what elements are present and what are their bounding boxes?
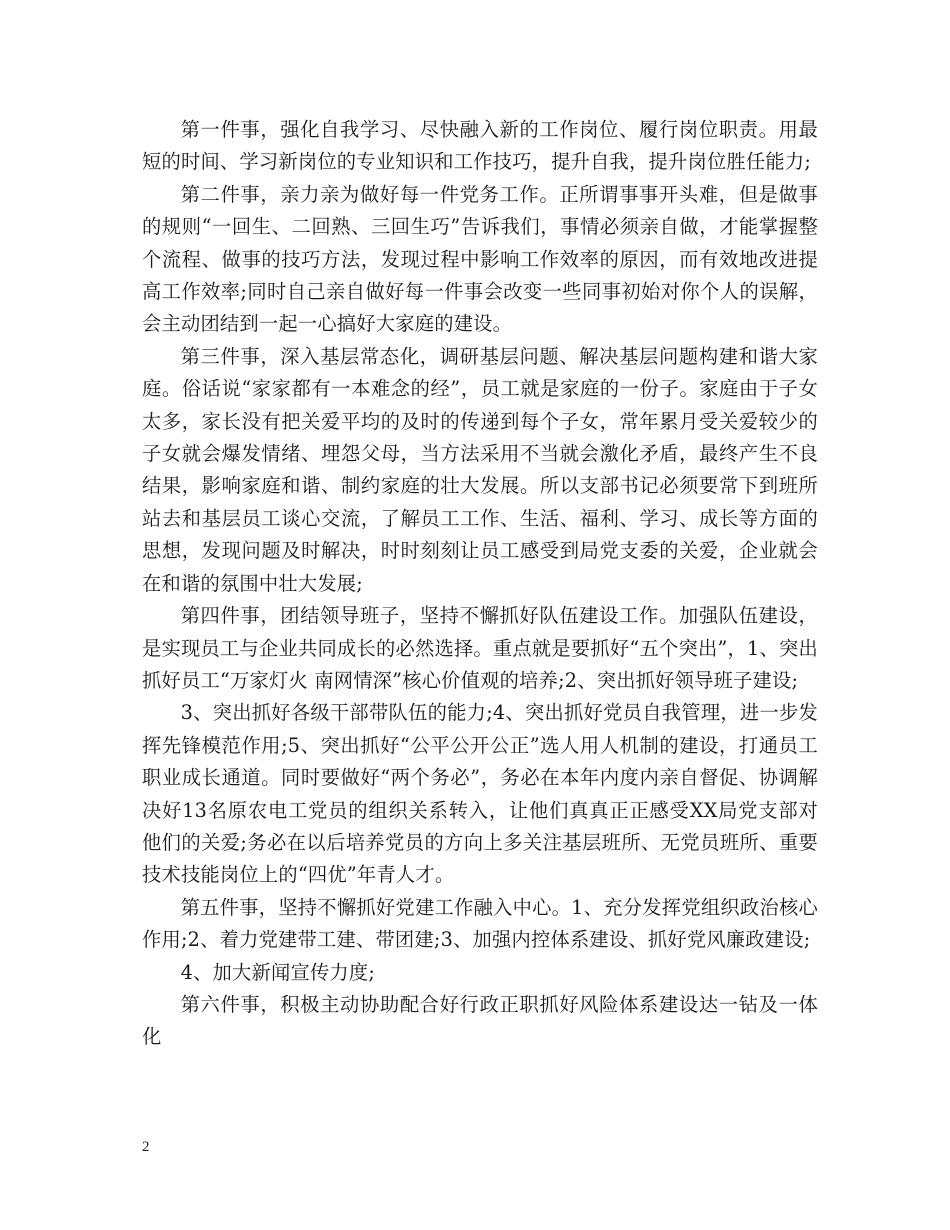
paragraph-sixth-matter: 第六件事，积极主动协助配合好行政正职抓好风险体系建设达一钻及一体化 [142, 992, 818, 1049]
page-number: 2 [142, 1139, 150, 1155]
paragraph-fourth-matter-continued: 3、突出抓好各级干部带队伍的能力;4、突出抓好党员自我管理，进一步发挥先锋模范作用;5、突出抓好“公平公开公正”选人用人机制的建设，打通员工职业成长通道。同时要做好“两个务必”，务必在本年内度内亲自督促、协调解决好13名原农电工党员的组织关系转入，让他们真真正正感受XX局党支部对他们的关爱;务必在以后培养党员的方向上多关注基层班所、无党员班所、重要技术技能岗位上的“四优”年青人才。 [142, 701, 818, 887]
paragraph-fourth-matter: 第四件事，团结领导班子，坚持不懈抓好队伍建设工作。加强队伍建设，是实现员工与企业共同成长的必然选择。重点就是要抓好“五个突出”，1、突出抓好员工“万家灯火 南网情深”核心价值观的培养;2、突出抓好领导班子建设; [142, 604, 818, 692]
document-body [142, 114, 818, 1054]
paragraph-fifth-matter-item-4: 4、加大新闻宣传力度; [180, 960, 376, 984]
paragraph-fifth-matter: 第五件事，坚持不懈抓好党建工作融入中心。1、充分发挥党组织政治核心作用;2、着力党建带工建、带团建;3、加强内控体系建设、抓好党风廉政建设; [142, 895, 818, 952]
paragraph-second-matter: 第二件事，亲力亲为做好每一件党务工作。正所谓事事开头难，但是做事的规则“一回生、二回熟、三回生巧”告诉我们，事情必须亲自做，才能掌握整个流程、做事的技巧方法，发现过程中影响工作效率的原因，而有效地改进提高工作效率;同时自己亲自做好每一件事会改变一些同事初始对你个人的误解，会主动团结到一起一心搞好大家庭的建设。 [142, 182, 818, 336]
paragraph-third-matter: 第三件事，深入基层常态化，调研基层问题、解决基层问题构建和谐大家庭。俗话说“家家都有一本难念的经”，员工就是家庭的一份子。家庭由于子女太多，家长没有把关爱平均的及时的传递到每个子女，常年累月受关爱较少的子女就会爆发情绪、埋怨父母，当方法采用不当就会激化矛盾，最终产生不良结果，影响家庭和谐、制约家庭的壮大发展。所以支部书记必须要常下到班所站去和基层员工谈心交流，了解员工工作、生活、福利、学习、成长等方面的思想，发现问题及时解决，时时刻刻让员工感受到局党支委的关爱，企业就会在和谐的氛围中壮大发展; [142, 344, 818, 595]
paragraph-first-matter: 第一件事，强化自我学习、尽快融入新的工作岗位、履行岗位职责。用最短的时间、学习新岗位的专业知识和工作技巧，提升自我，提升岗位胜任能力; [142, 118, 818, 174]
